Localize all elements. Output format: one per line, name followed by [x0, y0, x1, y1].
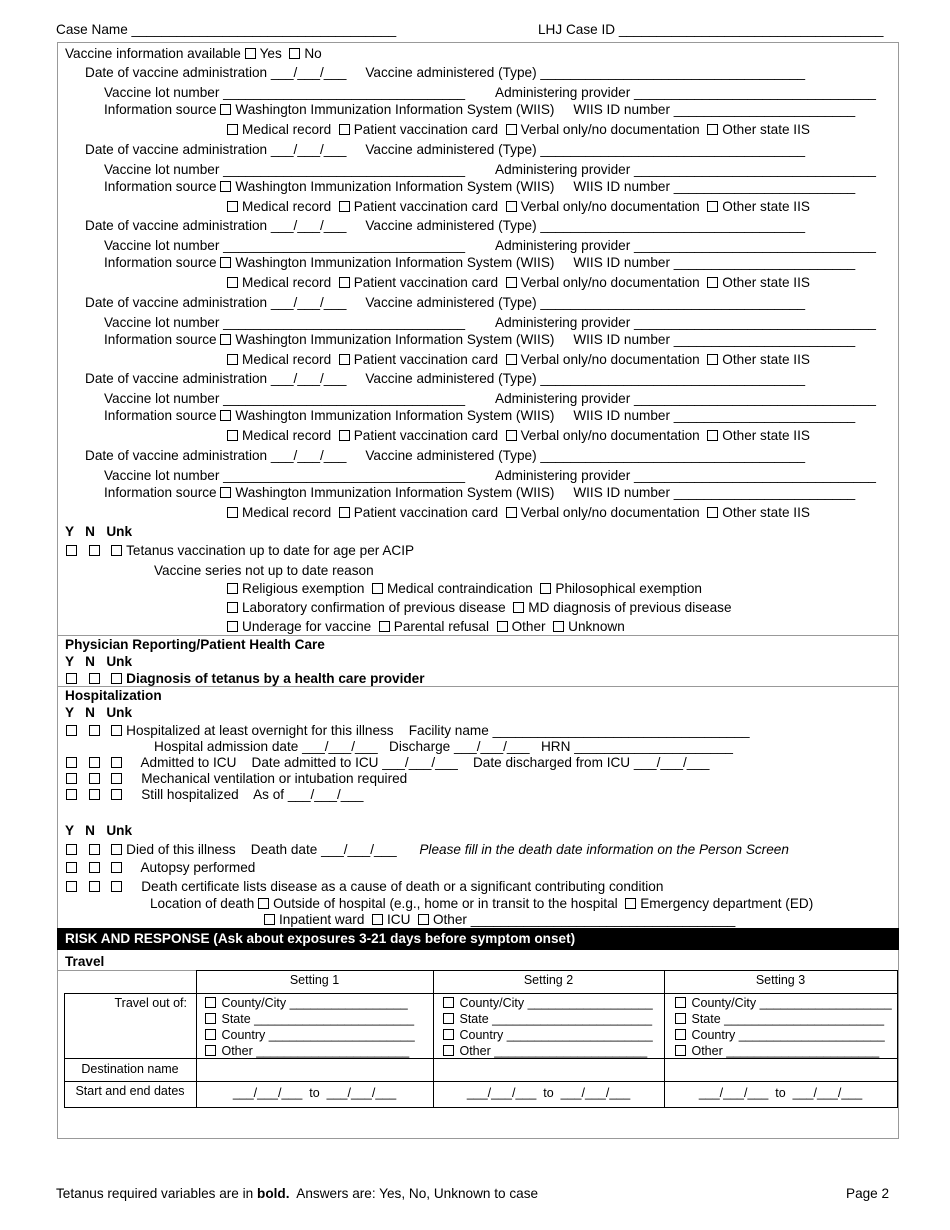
travel-option-checkbox[interactable]: [205, 997, 216, 1008]
ventilation-unk-checkbox[interactable]: [111, 773, 122, 784]
frame-right: [898, 42, 899, 1139]
still-hospitalized-row: Still hospitalized As of ___/___/___: [66, 787, 363, 803]
dose-source-row: Information source Washington Immunization Information System (WIIS) WIIS ID number ________________________: [104, 331, 856, 347]
wiis-checkbox[interactable]: [220, 104, 231, 115]
other-state-iis-checkbox[interactable]: [707, 201, 718, 212]
travel-option-field[interactable]: State _______________________: [691, 1012, 885, 1026]
dose-lot-field[interactable]: Vaccine lot number ________________________________: [104, 467, 466, 483]
medical-record-checkbox[interactable]: [227, 507, 238, 518]
dose-provider-field[interactable]: Administering provider ________________________________: [495, 85, 876, 100]
ed-checkbox[interactable]: [625, 898, 636, 909]
divider-physician: [57, 635, 899, 636]
wiis-checkbox[interactable]: [220, 410, 231, 421]
hospitalized-y-checkbox[interactable]: [66, 725, 77, 736]
travel-option-field[interactable]: Other ______________________: [459, 1044, 648, 1058]
dose-date-field[interactable]: Date of vaccine administration ___/___/___: [85, 294, 347, 310]
vaccination-card-checkbox[interactable]: [339, 430, 350, 441]
travel-option-checkbox[interactable]: [443, 1013, 454, 1024]
verbal-only-checkbox[interactable]: [506, 201, 517, 212]
dose-date-row: [85, 218, 805, 234]
travel-option: [205, 995, 408, 1011]
ventilation-y-checkbox[interactable]: [66, 773, 77, 784]
reason-unknown-checkbox[interactable]: [553, 621, 564, 632]
certificate-row: Death certificate lists disease as a cause of death or a significant contributing condition: [66, 879, 663, 895]
dose-date-row: [85, 65, 805, 81]
travel-option-field[interactable]: Country _____________________: [691, 1028, 885, 1042]
travel-option-field[interactable]: County/City _________________: [221, 996, 408, 1010]
case-name-field[interactable]: Case Name ___________________________________: [56, 22, 397, 37]
wiis-id-field[interactable]: WIIS ID number ________________________: [573, 331, 856, 347]
travel-option-checkbox[interactable]: [205, 1045, 216, 1056]
reason-other-checkbox[interactable]: [497, 621, 508, 632]
hospitalized-n-checkbox[interactable]: [89, 725, 100, 736]
travel-option: [205, 1043, 409, 1059]
travel-option: [443, 1043, 647, 1059]
other-state-iis-checkbox[interactable]: [707, 354, 718, 365]
travel-option-checkbox[interactable]: [675, 1045, 686, 1056]
reason-row-2: Laboratory confirmation of previous disease MD diagnosis of previous disease: [227, 600, 732, 616]
md-diagnosis-checkbox[interactable]: [513, 602, 524, 613]
travel-option-checkbox[interactable]: [205, 1013, 216, 1024]
travel-option: [443, 1011, 652, 1027]
location-row: Location of death Outside of hospital (e.g., home or in transit to the hospital Emergency department (ED): [150, 896, 814, 911]
inpatient-checkbox[interactable]: [264, 914, 275, 925]
wiis-checkbox[interactable]: [220, 487, 231, 498]
dose-date-field[interactable]: Date of vaccine administration ___/___/___: [85, 218, 347, 233]
ynu-header-2: Y N Unk: [65, 654, 133, 669]
dose-date-row: [85, 448, 805, 464]
dose-source-options: Medical record Patient vaccination card Verbal only/no documentation Other state IIS: [227, 352, 810, 368]
diagnosis-y-checkbox[interactable]: [66, 673, 77, 684]
physician-heading: Physician Reporting/Patient Health Care: [65, 637, 325, 652]
dose-type-field[interactable]: Vaccine administered (Type) ___________________________________: [365, 447, 805, 463]
wiis-checkbox[interactable]: [220, 257, 231, 268]
travel-option: [675, 1043, 879, 1059]
travel-option: [675, 1027, 885, 1043]
still-unk-checkbox[interactable]: [111, 789, 122, 800]
hrn-field[interactable]: HRN _____________________: [540, 739, 733, 754]
medical-record-checkbox[interactable]: [227, 354, 238, 365]
death-date-field[interactable]: Death date ___/___/___: [250, 842, 397, 857]
col-sep-4: [897, 970, 898, 1108]
dose-date-field[interactable]: Date of vaccine administration ___/___/___: [85, 65, 347, 80]
frame-left: [57, 42, 58, 1139]
medical-record-checkbox[interactable]: [227, 124, 238, 135]
dose-date-field[interactable]: Date of vaccine administration ___/___/___: [85, 371, 347, 386]
dose-lot-field[interactable]: Vaccine lot number ________________________________: [104, 85, 466, 100]
travel-option-checkbox[interactable]: [675, 1029, 686, 1040]
ventilation-n-checkbox[interactable]: [89, 773, 100, 784]
icu-y-checkbox[interactable]: [66, 757, 77, 768]
medical-record-checkbox[interactable]: [227, 430, 238, 441]
risk-banner-text: RISK AND RESPONSE (Ask about exposures 3-21 days before symptom onset): [65, 931, 576, 946]
dose-lot-field[interactable]: Vaccine lot number ________________________________: [104, 314, 466, 330]
vaccine-available-no-checkbox[interactable]: [289, 48, 300, 59]
wiis-checkbox[interactable]: [220, 181, 231, 192]
vaccination-card-checkbox[interactable]: [339, 354, 350, 365]
as-of-field[interactable]: As of ___/___/___: [253, 787, 364, 802]
dose-date-row: [85, 371, 805, 387]
parental-refusal-checkbox[interactable]: [379, 621, 390, 632]
risk-banner: [57, 928, 899, 950]
autopsy-n-checkbox[interactable]: [89, 862, 100, 873]
location-row-2: Inpatient ward ICU Other ___________________________________: [264, 912, 735, 928]
wiis-id-field[interactable]: WIIS ID number ________________________: [573, 178, 856, 194]
travel-option-field[interactable]: County/City __________________: [459, 996, 653, 1010]
dose-lot-field[interactable]: Vaccine lot number ________________________________: [104, 238, 466, 253]
footer-note: Tetanus required variables are in bold. Answers are: Yes, No, Unknown to case: [56, 1186, 539, 1201]
religious-exemption-checkbox[interactable]: [227, 583, 238, 594]
admission-date-field[interactable]: Hospital admission date ___/___/___: [154, 739, 378, 754]
dose-provider-field[interactable]: Administering provider ________________________________: [495, 238, 876, 253]
dose-provider-field[interactable]: Administering provider ________________________________: [495, 314, 876, 330]
ynu-header-3: Y N Unk: [65, 705, 133, 720]
travel-option: [675, 1011, 884, 1027]
tetanus-up-to-date-label: Tetanus vaccination up to date for age per ACIP: [126, 543, 415, 558]
travel-heading: Travel: [65, 954, 105, 969]
travel-option: [675, 995, 892, 1011]
dose-source-row: Information source Washington Immunization Information System (WIIS) WIIS ID number ________________________: [104, 408, 856, 423]
medical-record-checkbox[interactable]: [227, 201, 238, 212]
dose-provider-field[interactable]: Administering provider ________________________________: [495, 161, 876, 177]
vaccine-available-yes-label: Yes: [259, 46, 282, 61]
travel-option-field[interactable]: Country _____________________: [459, 1028, 653, 1042]
travel-option-field[interactable]: Other ______________________: [221, 1044, 410, 1058]
dose-source-options: Medical record Patient vaccination card Verbal only/no documentation Other state IIS: [227, 428, 810, 444]
travel-option-checkbox[interactable]: [443, 1029, 454, 1040]
travel-option-checkbox[interactable]: [205, 1029, 216, 1040]
travel-option-field[interactable]: County/City ___________________: [691, 996, 892, 1010]
location-icu-checkbox[interactable]: [372, 914, 383, 925]
died-n-checkbox[interactable]: [89, 844, 100, 855]
autopsy-unk-checkbox[interactable]: [111, 862, 122, 873]
dose-provider-field[interactable]: Administering provider ________________________________: [495, 467, 876, 483]
certificate-y-checkbox[interactable]: [66, 881, 77, 892]
medical-record-checkbox[interactable]: [227, 277, 238, 288]
certificate-unk-checkbox[interactable]: [111, 881, 122, 892]
hospitalization-heading: Hospitalization: [65, 688, 162, 703]
travel-option: [205, 1011, 414, 1027]
dose-source-row: Information source Washington Immunization Information System (WIIS) WIIS ID number ________________________: [104, 255, 856, 270]
travel-option: [205, 1027, 415, 1043]
vaccination-card-checkbox[interactable]: [339, 201, 350, 212]
setting-1-header: Setting 1: [289, 973, 340, 987]
dose-date-field[interactable]: Date of vaccine administration ___/___/___: [85, 447, 347, 463]
travel-option: [443, 995, 653, 1011]
travel-option-checkbox[interactable]: [443, 997, 454, 1008]
died-unk-checkbox[interactable]: [111, 844, 122, 855]
verbal-only-checkbox[interactable]: [506, 430, 517, 441]
lhj-case-id-field[interactable]: LHJ Case ID ___________________________________: [538, 22, 884, 37]
vaccine-available-label: Vaccine information available: [65, 46, 241, 61]
medical-contraindication-checkbox[interactable]: [372, 583, 383, 594]
dose-provider-field[interactable]: Administering provider ________________________________: [495, 391, 876, 406]
tetanus-up-to-date-y-checkbox[interactable]: [66, 545, 77, 556]
wiis-id-field[interactable]: WIIS ID number ________________________: [573, 484, 856, 500]
diagnosis-label: Diagnosis of tetanus by a health care provider: [126, 671, 425, 686]
travel-option-field[interactable]: State _______________________: [459, 1012, 653, 1026]
icu-date-field[interactable]: Date admitted to ICU ___/___/___: [251, 755, 458, 770]
admission-row: [154, 739, 733, 755]
dose-type-field[interactable]: Vaccine administered (Type) ___________________________________: [365, 141, 805, 157]
divider-hospitalization: [57, 686, 899, 687]
certificate-n-checkbox[interactable]: [89, 881, 100, 892]
dose-source-row: Information source Washington Immunization Information System (WIIS) WIIS ID number ________________________: [104, 484, 856, 500]
wiis-id-field[interactable]: WIIS ID number ________________________: [573, 408, 856, 423]
travel-option-checkbox[interactable]: [675, 997, 686, 1008]
dose-type-field[interactable]: Vaccine administered (Type) ___________________________________: [365, 294, 805, 310]
header-bottom-line: [64, 993, 898, 994]
diagnosis-n-checkbox[interactable]: [89, 673, 100, 684]
died-y-checkbox[interactable]: [66, 844, 77, 855]
dates-label: Start and end dates: [75, 1084, 185, 1098]
dose-type-field[interactable]: Vaccine administered (Type) ___________________________________: [365, 371, 805, 386]
dose-source-options: Medical record Patient vaccination card Verbal only/no documentation Other state IIS: [227, 122, 810, 138]
ventilation-row: Mechanical ventilation or intubation required: [66, 771, 407, 787]
wiis-id-field[interactable]: WIIS ID number ________________________: [573, 102, 856, 117]
autopsy-y-checkbox[interactable]: [66, 862, 77, 873]
dose-type-field[interactable]: Vaccine administered (Type) ___________________________________: [365, 218, 805, 233]
travel-out-of-label: Travel out of:: [114, 996, 187, 1010]
dose-lot-field[interactable]: Vaccine lot number ________________________________: [104, 391, 466, 406]
verbal-only-checkbox[interactable]: [506, 354, 517, 365]
died-row: Died of this illness Death date ___/___/___ Please fill in the death date information on the Person Screen: [66, 842, 789, 858]
other-state-iis-checkbox[interactable]: [707, 507, 718, 518]
still-n-checkbox[interactable]: [89, 789, 100, 800]
dose-type-field[interactable]: Vaccine administered (Type) ___________________________________: [365, 65, 805, 80]
frame-top: [57, 42, 899, 43]
diagnosis-unk-checkbox[interactable]: [111, 673, 122, 684]
discharge-date-field[interactable]: Discharge ___/___/___: [389, 739, 530, 754]
verbal-only-checkbox[interactable]: [506, 277, 517, 288]
autopsy-row: Autopsy performed: [66, 860, 255, 876]
travel-option-field[interactable]: Other ______________________: [691, 1044, 880, 1058]
dose-date-row: [85, 295, 805, 311]
vaccine-reason-label: Vaccine series not up to date reason: [154, 563, 374, 578]
location-other-checkbox[interactable]: [418, 914, 429, 925]
verbal-only-checkbox[interactable]: [506, 507, 517, 518]
destination-label: Destination name: [81, 1062, 179, 1076]
frame-bottom: [57, 1138, 899, 1139]
header-top-line: [196, 970, 898, 971]
setting-3-dates[interactable]: ___/___/___ to ___/___/___: [698, 1086, 863, 1100]
setting-2-dates[interactable]: ___/___/___ to ___/___/___: [466, 1086, 631, 1100]
hospitalized-unk-checkbox[interactable]: [111, 725, 122, 736]
wiis-checkbox[interactable]: [220, 334, 231, 345]
vaccination-card-checkbox[interactable]: [339, 507, 350, 518]
travel-option-checkbox[interactable]: [443, 1045, 454, 1056]
dose-source-row: Information source Washington Immunization Information System (WIIS) WIIS ID number ________________________: [104, 178, 856, 194]
tetanus-up-to-date-row: [66, 543, 414, 559]
setting-2-header: Setting 2: [523, 973, 574, 987]
travel-option-field[interactable]: Country _____________________: [221, 1028, 415, 1042]
dose-date-row: [85, 142, 805, 158]
dose-source-options: Medical record Patient vaccination card Verbal only/no documentation Other state IIS: [227, 505, 810, 521]
philosophical-exemption-checkbox[interactable]: [540, 583, 551, 594]
wiis-id-field[interactable]: WIIS ID number ________________________: [573, 255, 856, 270]
hospitalized-row: Hospitalized at least overnight for this illness Facility name __________________________________: [66, 723, 750, 739]
vaccine-available-row: [65, 46, 322, 62]
tetanus-up-to-date-n-checkbox[interactable]: [89, 545, 100, 556]
setting-1-dates[interactable]: ___/___/___ to ___/___/___: [232, 1086, 397, 1100]
reason-row-3: Underage for vaccine Parental refusal Other Unknown: [227, 619, 625, 635]
travel-option-field[interactable]: State _______________________: [221, 1012, 415, 1026]
verbal-only-checkbox[interactable]: [506, 124, 517, 135]
icu-unk-checkbox[interactable]: [111, 757, 122, 768]
icu-discharge-field[interactable]: Date discharged from ICU ___/___/___: [472, 755, 710, 770]
dose-date-field[interactable]: Date of vaccine administration ___/___/___: [85, 141, 347, 157]
page-number: Page 2: [846, 1186, 890, 1201]
row-line-3: [64, 1107, 898, 1108]
reason-row-1: Religious exemption Medical contraindication Philosophical exemption: [227, 581, 702, 597]
vaccination-card-checkbox[interactable]: [339, 124, 350, 135]
dose-source-row: Information source Washington Immunization Information System (WIIS) WIIS ID number ________________________: [104, 102, 856, 117]
diagnosis-row: [66, 671, 425, 687]
death-note: Please fill in the death date information on the Person Screen: [419, 842, 789, 857]
other-state-iis-checkbox[interactable]: [707, 124, 718, 135]
dose-source-options: Medical record Patient vaccination card Verbal only/no documentation Other state IIS: [227, 275, 810, 291]
vaccine-available-yes-checkbox[interactable]: [245, 48, 256, 59]
setting-3-header: Setting 3: [755, 973, 806, 987]
still-y-checkbox[interactable]: [66, 789, 77, 800]
underage-checkbox[interactable]: [227, 621, 238, 632]
vaccine-available-no-label: No: [304, 46, 322, 61]
outside-hospital-checkbox[interactable]: [258, 898, 269, 909]
icu-n-checkbox[interactable]: [89, 757, 100, 768]
icu-row: Admitted to ICU Date admitted to ICU ___/___/___ Date discharged from ICU ___/___/___: [66, 755, 710, 771]
ynu-header-1: Y N Unk: [65, 524, 133, 539]
other-state-iis-checkbox[interactable]: [707, 430, 718, 441]
row-line-2: [64, 1081, 898, 1082]
dose-source-options: Medical record Patient vaccination card Verbal only/no documentation Other state IIS: [227, 199, 810, 215]
ynu-header-4: Y N Unk: [65, 823, 133, 838]
dose-lot-field[interactable]: Vaccine lot number ________________________________: [104, 161, 466, 177]
facility-name-field[interactable]: Facility name __________________________________: [408, 723, 750, 738]
other-state-iis-checkbox[interactable]: [707, 277, 718, 288]
vaccination-card-checkbox[interactable]: [339, 277, 350, 288]
travel-option: [443, 1027, 653, 1043]
tetanus-up-to-date-unk-checkbox[interactable]: [111, 545, 122, 556]
lab-confirmation-checkbox[interactable]: [227, 602, 238, 613]
travel-option-checkbox[interactable]: [675, 1013, 686, 1024]
